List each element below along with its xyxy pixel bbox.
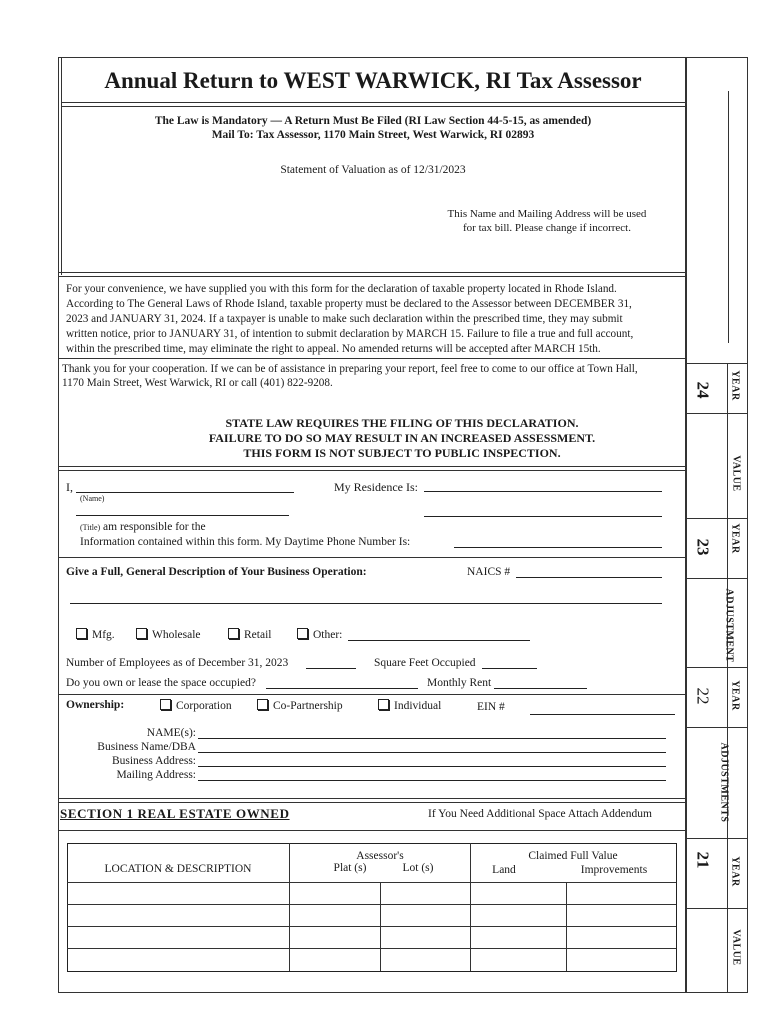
address-note-2: for tax bill. Please change if incorrect.	[463, 222, 631, 234]
individual-checkbox[interactable]	[378, 699, 389, 710]
thanks-line-2: 1170 Main Street, West Warwick, RI or call (401) 822-9208.	[62, 377, 333, 389]
employees-label: Number of Employees as of December 31, 2023	[66, 657, 289, 669]
year-22-label: YEAR	[729, 680, 741, 711]
ownership-label: Ownership:	[66, 699, 125, 711]
law-rule	[58, 466, 686, 467]
sqft-field[interactable]	[482, 668, 537, 669]
title-field[interactable]	[76, 515, 289, 516]
retail-label: Retail	[244, 629, 272, 641]
title-row	[80, 521, 206, 533]
individual-option[interactable]	[378, 699, 441, 712]
title-rule	[61, 102, 685, 103]
side-right-border	[747, 57, 748, 992]
side-sep-2	[685, 413, 747, 414]
year-24: 24	[693, 381, 713, 399]
section-rule	[58, 798, 686, 799]
frame-left	[58, 57, 59, 992]
section-rule-2	[58, 802, 686, 803]
adjustment-label: ADJUSTMENT	[723, 588, 735, 663]
side-sep-6	[685, 727, 747, 728]
side-sep-1	[685, 363, 747, 364]
responsible-text: am responsible for the	[103, 521, 206, 533]
col-location-header: LOCATION & DESCRIPTION	[104, 863, 252, 875]
section1-rule	[58, 830, 686, 831]
rent-label: Monthly Rent	[427, 677, 492, 689]
copartnership-checkbox[interactable]	[257, 699, 268, 710]
wholesale-label: Wholesale	[152, 629, 201, 641]
section1-title: SECTION 1 REAL ESTATE OWNED	[60, 806, 290, 821]
header-rule-2	[58, 276, 686, 277]
ein-field[interactable]	[530, 714, 675, 715]
year-21: 21	[693, 851, 713, 869]
copartnership-option[interactable]	[257, 699, 343, 712]
col-assessors-header: Assessor's	[356, 850, 404, 862]
copartnership-label: Co-Partnership	[273, 700, 343, 712]
col-plat-header: Plat (s)	[333, 862, 367, 874]
intro-paragraph	[66, 282, 680, 357]
retail-option[interactable]	[228, 628, 271, 641]
intro-line-3: 2023 and JANUARY 31, 2024. If a taxpayer is unable to make such declaration within the prescribed time, they may submit	[66, 313, 623, 325]
address-note-1: This Name and Mailing Address will be used	[447, 208, 647, 220]
phone-field[interactable]	[454, 547, 662, 548]
names-label: NAME(s):	[146, 727, 196, 739]
corporation-label: Corporation	[176, 700, 232, 712]
other-option[interactable]	[297, 628, 342, 641]
title-rule-2	[61, 106, 685, 107]
state-law-notice	[62, 416, 742, 461]
mailing-address-label: Mailing Address:	[116, 769, 196, 781]
individual-label: Individual	[394, 700, 442, 712]
intro-thanks	[62, 362, 682, 390]
year-23: 23	[693, 538, 713, 556]
side-sep-7	[685, 838, 747, 839]
other-checkbox[interactable]	[297, 628, 308, 639]
law-line-3: THIS FORM IS NOT SUBJECT TO PUBLIC INSPECTION.	[243, 446, 561, 460]
own-lease-label: Do you own or lease the space occupied?	[66, 677, 256, 689]
col-lot-header: Lot (s)	[402, 862, 434, 874]
intro-line-4: written notice, prior to JANUARY 31, of intention to submit declaration by MARCH 15. Failure to file a true and full account,	[66, 328, 634, 340]
law-line-1: STATE LAW REQUIRES THE FILING OF THIS DECLARATION.	[225, 416, 579, 430]
retail-checkbox[interactable]	[228, 628, 239, 639]
table-row[interactable]	[68, 883, 675, 904]
value-label-24: VALUE	[730, 455, 742, 492]
residence-field-2[interactable]	[424, 516, 662, 517]
frame-top	[58, 57, 748, 58]
adjustments-label: ADJUSTMENTS	[718, 742, 730, 823]
side-sep-4	[685, 578, 747, 579]
names-field[interactable]	[198, 738, 666, 739]
law-line-2: FAILURE TO DO SO MAY RESULT IN AN INCREASED ASSESSMENT.	[208, 431, 596, 445]
statement-date: Statement of Valuation as of 12/31/2023	[280, 164, 466, 176]
phone-label: Information contained within this form. My Daytime Phone Number Is:	[80, 536, 411, 548]
business-address-field[interactable]	[198, 766, 666, 767]
side-sep-5	[685, 667, 747, 668]
mandatory-notice: The Law is Mandatory — A Return Must Be Filed (RI Law Section 44-5-15, as amended)	[154, 115, 592, 127]
business-type-row	[76, 628, 115, 641]
page-title: Annual Return to WEST WARWICK, RI Tax Assessor	[104, 68, 642, 93]
residence-field[interactable]	[424, 491, 662, 492]
intro-line-1: For your convenience, we have supplied you with this form for the declaration of taxable property located in Rhode Island.	[66, 283, 617, 295]
table-row[interactable]	[68, 949, 675, 970]
corporation-option[interactable]	[160, 699, 232, 712]
side-sep-3	[685, 518, 747, 519]
sqft-label: Square Feet Occupied	[374, 657, 476, 669]
year-22: 22	[693, 687, 713, 705]
year-23-label: YEAR	[729, 523, 741, 554]
i-label: I,	[66, 480, 73, 494]
header-rule	[58, 272, 686, 273]
section1-addendum: If You Need Additional Space Attach Addendum	[428, 808, 652, 820]
mailing-address-field[interactable]	[198, 780, 666, 781]
thanks-line-1: Thank you for your cooperation. If we can be of assistance in preparing your report, feel free to come to our office at Town Hall,	[62, 363, 638, 375]
intro-line-2: According to The General Laws of Rhode Island, taxable property must be declared to the Assessor between DECEMBER 31,	[66, 298, 632, 310]
business-description-label: Give a Full, General Description of Your Business Operation:	[66, 566, 367, 578]
table-row[interactable]	[68, 905, 675, 926]
residence-label: My Residence Is:	[334, 480, 418, 494]
naics-field[interactable]	[516, 577, 662, 578]
mfg-label: Mfg.	[92, 629, 115, 641]
year-21-label: YEAR	[729, 856, 741, 887]
other-field[interactable]	[348, 640, 530, 641]
title-caption: (Title)	[80, 523, 101, 532]
ownership-rule	[58, 694, 686, 695]
dba-label: Business Name/DBA	[97, 741, 196, 753]
employees-field[interactable]	[306, 668, 356, 669]
business-address-label: Business Address:	[111, 755, 196, 767]
mfg-checkbox[interactable]	[76, 628, 87, 639]
side-col-divider	[727, 363, 728, 992]
col-claimed-header: Claimed Full Value	[528, 850, 618, 862]
description-field[interactable]	[70, 603, 662, 604]
rent-field[interactable]	[494, 688, 587, 689]
col-land-header: Land	[492, 864, 516, 876]
intro-rule	[58, 358, 686, 359]
name-caption: (Name)	[80, 494, 105, 503]
corporation-checkbox[interactable]	[160, 699, 171, 710]
declarant-rule	[58, 557, 686, 558]
wholesale-option[interactable]	[136, 628, 201, 641]
mfg-option[interactable]	[76, 629, 115, 641]
year-24-label: YEAR	[729, 370, 741, 401]
name-field[interactable]	[76, 492, 294, 493]
other-label: Other:	[313, 629, 343, 641]
own-lease-field[interactable]	[266, 688, 418, 689]
ein-label: EIN #	[477, 701, 505, 713]
value-label-21: VALUE	[730, 929, 742, 966]
intro-line-5: within the prescribed time, may eliminate the right to appeal. No amended returns will be accepted after MARCH 15th.	[66, 343, 601, 355]
form-right-border	[685, 57, 687, 992]
naics-label: NAICS #	[467, 566, 511, 578]
side-inner-left	[728, 91, 729, 343]
table-row[interactable]	[68, 927, 675, 948]
law-rule-2	[58, 470, 686, 471]
side-sep-8	[685, 908, 747, 909]
mail-to: Mail To: Tax Assessor, 1170 Main Street, West Warwick, RI 02893	[211, 129, 535, 141]
dba-field[interactable]	[198, 752, 666, 753]
frame-bottom	[58, 992, 748, 993]
wholesale-checkbox[interactable]	[136, 628, 147, 639]
col-improvements-header: Improvements	[580, 864, 648, 876]
